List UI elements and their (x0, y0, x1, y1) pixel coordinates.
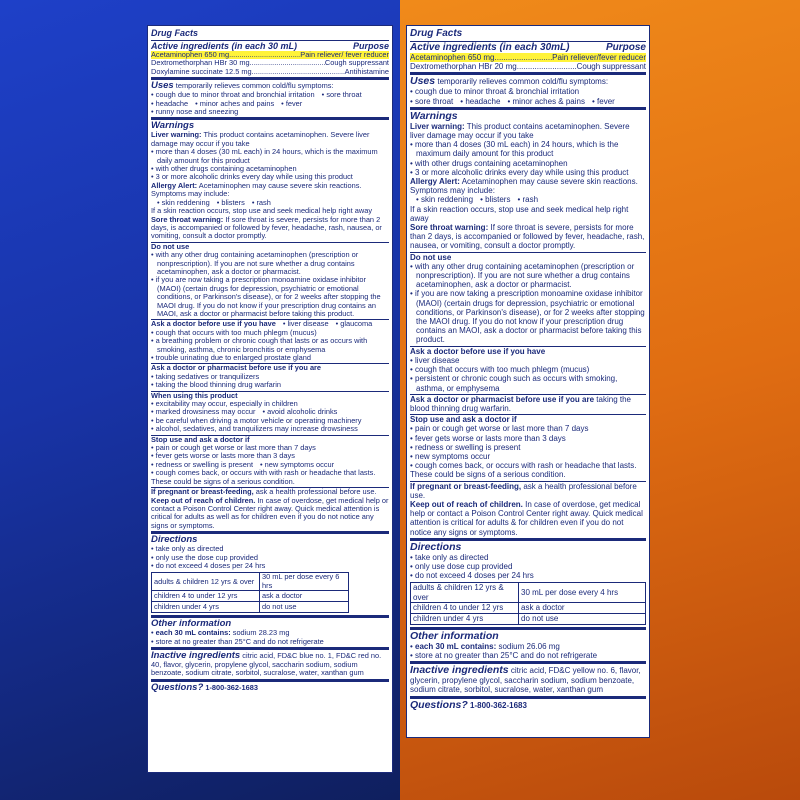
list-item: • if you are now taking a prescription monoamine oxidase inhibitor (MAOI) (certain drugs for depression, psychiatric or emotional conditions, or Parkinson's disease), or for 2 weeks after stopping the MAOI drug. If you do not know if your prescription drug contains an MAOI, ask a doctor or pharmacist before taking this product. (151, 276, 389, 318)
dosage-table (410, 582, 646, 624)
table-row: children 4 to under 12 yrs ask a doctor (152, 591, 349, 602)
list-item: • only use the dose cup provided (151, 554, 389, 562)
do-not-use-heading: Do not use (151, 241, 190, 251)
warnings-heading: Warnings (151, 120, 195, 132)
dosage-table (151, 572, 349, 613)
ask-pharmacist-heading: Ask a doctor or pharmacist before use if you are (151, 363, 322, 373)
list-item: • cough comes back, or occurs with with rash or headache that lasts. (151, 469, 389, 477)
list-item: • pain or cough get worse or last more than 7 days (410, 424, 646, 433)
allergy-list: • skin reddening • blisters • rash (151, 199, 389, 207)
table-row: children under 4 yrs do not use (152, 602, 349, 613)
ingredient-row: Dextromethorphan HBr 20 mg ..... Cough suppressant (410, 62, 646, 71)
list-item: • cough that occurs with too much phlegm (mucus) (410, 365, 646, 374)
pregnancy-warning: If pregnant or breast-feeding, ask a health professional before use. Keep out of reach of children. In case of overdose, get medical help or contact a Poison Control Center right away. Quick medical attention is critical for adults as well as for children even if you do not notice any signs or symptoms. (151, 487, 389, 530)
pregnancy-warning: If pregnant or breast-feeding, ask a health professional before use. (410, 481, 637, 500)
uses-list: • sore throat • headache • minor aches & pains • fever (410, 97, 646, 106)
list-item: • each 30 mL contains: sodium 28.23 mg (151, 629, 389, 637)
allergy-list: • skin reddening • blisters • rash (410, 195, 646, 204)
uses-section: Uses temporarily relieves common cold/flu symptoms: (151, 80, 334, 92)
list-item: • more than 4 doses (30 mL each) in 24 hours, which is the maximum daily amount for this product (410, 140, 646, 158)
list-item: • each 30 mL contains: sodium 26.06 mg (410, 642, 646, 651)
allergy-alert: Allergy Alert: Acetaminophen may cause severe skin reactions. Symptoms may include: (410, 177, 638, 196)
do-not-use-heading: Do not use (410, 252, 452, 262)
list-item: • with other drugs containing acetaminophen (151, 165, 389, 173)
active-ingredients-header: Active ingredients (in each 30mL) Purpose (410, 42, 646, 53)
questions-line: Questions? 1-800-362-1683 (151, 681, 258, 693)
keep-out-of-reach: Keep out of reach of children. In case of overdose, get medical help or contact a Poison Control Center right away. Quick medical attention is critical for adults & for children even if you do not notice any signs or symptoms. (410, 499, 643, 537)
uses-list: • cough due to minor throat and bronchial irritation • sore throat • headache • minor aches and pains • fever • runny nose and sneezing (151, 91, 389, 116)
list-item: • pain or cough get worse or last more than 7 days (151, 444, 389, 452)
liver-warning: Liver warning: This product contains acetaminophen. Severe liver damage may occur if you take (410, 121, 630, 141)
uses-section: Uses temporarily relieves common cold/flu symptoms: (410, 75, 609, 88)
sore-throat-warning: Sore throat warning: If sore throat is severe, persists for more than 2 days, is accompanied or followed by fever, headache, rash, nausea, or vomiting, consult a doctor promptly. (151, 214, 382, 241)
list-item: • take only as directed (151, 545, 389, 553)
directions-heading: Directions (410, 540, 462, 553)
stop-use-heading: Stop use and ask a doctor if (410, 415, 517, 425)
stop-use-note: These could be signs of a serious condition. (151, 476, 295, 486)
other-info-heading: Other information (151, 618, 232, 630)
list-item: • only use dose cup provided (410, 562, 646, 571)
list-item: • trouble urinating due to enlarged prostate gland (151, 354, 389, 362)
ask-pharmacist-list: • taking sedatives or tranquilizers • taking the blood thinning drug warfarin (151, 373, 389, 390)
list-item: • do not exceed 4 doses per 24 hrs (151, 562, 389, 570)
ingredient-row: Doxylamine succinate 12.5 mg ..... Antihistamine (151, 68, 389, 76)
list-item: • with any other drug containing acetaminophen (prescription or nonprescription). If you are not sure whether a drug contains acetaminophen, ask a doctor or pharmacist. (151, 251, 389, 276)
allergy-note: If a skin reaction occurs, stop use and seek medical help right away (151, 206, 373, 216)
list-item: • 3 or more alcoholic drinks every day while using this product (151, 173, 389, 181)
list-item: • take only as directed (410, 553, 646, 562)
list-item: • liver disease (410, 356, 646, 365)
sore-throat-warning: Sore throat warning: If sore throat is severe, persists for more than 2 days, is accompanied or followed by fever, headache, rash, nausea, or vomiting, consult a doctor promptly. (410, 223, 645, 251)
list-item: • be careful when driving a motor vehicle or operating machinery (151, 417, 389, 425)
warnings-heading: Warnings (410, 109, 458, 122)
list-item: • do not exceed 4 doses per 24 hrs (410, 571, 646, 580)
drug-facts-title: Drug Facts (151, 28, 199, 38)
list-item: • a breathing problem or chronic cough that lasts or as occurs with smoking, asthma, chronic bronchitis or emphysema (151, 337, 389, 354)
stop-use-note: These could be signs of a serious condition. (410, 470, 566, 480)
list-item: • with other drugs containing acetaminophen (410, 159, 646, 168)
list-item: • alcohol, sedatives, and tranquilizers may increase drowsiness (151, 425, 389, 433)
list-item: • with any other drug containing acetaminophen (prescription or nonprescription). If you are not sure whether a drug contains acetaminophen, ask a doctor or pharmacist. (410, 262, 646, 290)
drug-facts-panel-left: Drug Facts Active ingredients (in each 30 mL) Purpose Acetaminophen 650 mg ..... Pain reliever/ fever reducer Dextromethorphan HBr 30 mg ..... Cough suppressant Doxylamine succinate 12.5 mg ..... Antihistamine Uses temporarily relieves common cold/flu symptoms: • cough due to minor throat and bronchial irritation • sore throat • headache • minor aches and pains • fever • runny nose and sneezing Warnings Liver warning: This product contains acetaminophen. Severe liver damage may occur if you take • more than 4 doses (30 mL each) in 24 hours, which is the maximum daily amount for this product • with other drugs containing acetaminophen • 3 or more alcoholic drinks every day while using this product Allergy Alert: Acetaminophen may cause severe skin reactions. Symptoms may include: • skin reddening • blisters • rash If a skin reaction occurs, stop use and seek medical help right away Sore throat warning: If sore throat is severe, persists for more than 2 days, is accompanied or followed by fever, headache, rash, nausea, or vomiting, consult a doctor promptly. Do not use • with any other drug containing acetaminophen (prescription or nonprescription). If you are not sure whether a drug contains acetaminophen, ask a doctor or pharmacist. • if you are now taking a prescription monoamine oxidase inhibitor (MAOI) (certain drugs for depression, psychiatric or emotional conditions, or Parkinson's disease), or for 2 weeks after stopping the MAOI drug. If you do not know if your prescription drug contains an MAOI, ask a doctor or pharmacist before taking this product. Ask a doctor before use if you have • liver disease • glaucoma • cough that occurs with too much phlegm (mucus) • a breathing problem or chronic cough that lasts or as occurs with smoking, asthma, chronic bronchitis or emphysema • trouble urinating due to enlarged prostate gland Ask a doctor or pharmacist before use if you are • taking sedatives or tranquilizers • taking the blood thinning drug warfarin When using this product • excitability may occur, especially in children • marked drowsiness may occur • avoid alcoholic drinks • be careful when driving a motor vehicle or operating machinery • alcohol, sedatives, and tranquilizers may increase drowsiness Stop use and ask a doctor if • pain or cough get worse or last more than 7 days • fever gets worse or lasts more than 3 days • redness or swelling is present • new symptoms occur • cough comes back, or occurs with with rash or headache that lasts. These could be signs of a serious condition. If pregnant or breast-feeding, ask a health professional before use. Keep out of reach of children. In case of overdose, get medical help or contact a Poison Control Center right away. Quick medical attention is critical for adults as well as for children even if you do not notice any signs or symptoms. Directions • take only as directed • only use the dose cup provided • do not exceed 4 doses per 24 hrs adults & children 12 yrs & over 30 mL per dose every 6 hrs children 4 to under 12 yrs ask a doctor children under 4 yrs do not use Other information • each 30 mL contains: sodium 28.23 mg • store at no greater than 25°C and do not refrigerate Inactive ingredients citric acid, FD&C blue no. 1, FD&C red no. 40, flavor, glycerin, propylene glycol, saccharin sodium, sodium benzoate, sodium citrate, sorbitol, sucralose, water, xanthan gum Questions? 1-800-362-1683 (147, 25, 393, 773)
ask-pharmacist: Ask a doctor or pharmacist before use if you are taking the blood thinning drug warfarin. (410, 394, 631, 413)
directions-heading: Directions (151, 534, 198, 546)
list-item: • new symptoms occur (410, 452, 646, 461)
table-row: adults & children 12 yrs & over 30 mL per dose every 6 hrs (152, 573, 349, 591)
inactive-ingredients: Inactive ingredients citric acid, FD&C blue no. 1, FD&C red no. 40, flavor, glycerin, propylene glycol, saccharin sodium, sodium benzoate, sodium citrate, sorbitol, sucralose, water, xanthan gum (151, 649, 382, 678)
liver-warning: Liver warning: This product contains acetaminophen. Severe liver damage may occur if you take (151, 130, 370, 148)
when-using-row: When using this product • excitability may occur, especially in children (151, 392, 389, 409)
list-item: • if you are now taking a prescription monoamine oxidase inhibitor (MAOI) (certain drugs for depression, psychiatric or emotional conditions, or Parkinson's disease), or for 2 weeks after stopping the MAOI drug. If you do not know if your prescription drug contains an MAOI, ask a doctor or pharmacist before taking this product. (410, 289, 646, 344)
allergy-note: If a skin reaction occurs, stop use and seek medical help right away (410, 204, 629, 223)
list-item: • cough due to minor throat & bronchial irritation (410, 87, 646, 96)
list-item: • store at no greater than 25°C and do not refrigerate (151, 638, 389, 646)
allergy-alert: Allergy Alert: Acetaminophen may cause severe skin reactions. Symptoms may include: (151, 180, 362, 199)
table-row: children 4 to under 12 yrs ask a doctor (411, 602, 646, 613)
stop-use-heading: Stop use and ask a doctor if (151, 434, 250, 444)
list-item: • redness or swelling is present (410, 443, 646, 452)
list-item: • fever gets worse or lasts more than 3 days (151, 452, 389, 460)
drug-facts-panel-right (406, 25, 650, 738)
list-item: • cough comes back, or occurs with rash or headache that lasts. (410, 461, 646, 470)
table-row: adults & children 12 yrs & over 30 mL per dose every 4 hrs (411, 583, 646, 602)
drug-facts-title: Drug Facts (410, 28, 463, 39)
active-ingredients-header: Active ingredients (in each 30 mL) Purpose (151, 41, 389, 51)
list-item: • persistent or chronic cough such as occurs with smoking, asthma, or emphysema (410, 374, 646, 392)
questions-line: Questions? 1-800-362-1683 (410, 698, 527, 711)
ingredient-row: Acetaminophen 650 mg ..... Pain reliever/fever reducer (410, 53, 646, 62)
ask-doctor-heading: Ask a doctor before use if you have (410, 346, 546, 356)
list-item: • 3 or more alcoholic drinks every day while using this product (410, 168, 646, 177)
ingredient-row: Acetaminophen 650 mg ..... Pain reliever/ fever reducer (151, 51, 389, 59)
inactive-ingredients: Inactive ingredients citric acid, FD&C yellow no. 6, flavor, glycerin, propylene glycol, saccharin sodium, sodium benzoate, sodium citrate, sorbitol, sucralose, water, xanthan gum (410, 664, 641, 695)
list-item: • fever gets worse or lasts more than 3 days (410, 434, 646, 443)
ingredient-row: Dextromethorphan HBr 30 mg ..... Cough suppressant (151, 59, 389, 67)
list-item: • store at no greater than 25°C and do not refrigerate (410, 651, 646, 660)
list-item: • cough that occurs with too much phlegm (mucus) (151, 329, 389, 337)
list-item: • more than 4 doses (30 mL each) in 24 hours, which is the maximum daily amount for this product (151, 148, 389, 165)
ask-doctor-heading-row: Ask a doctor before use if you have • liver disease • glaucoma (151, 320, 389, 328)
other-info-heading: Other information (410, 629, 499, 642)
table-row: children under 4 yrs do not use (411, 613, 646, 624)
